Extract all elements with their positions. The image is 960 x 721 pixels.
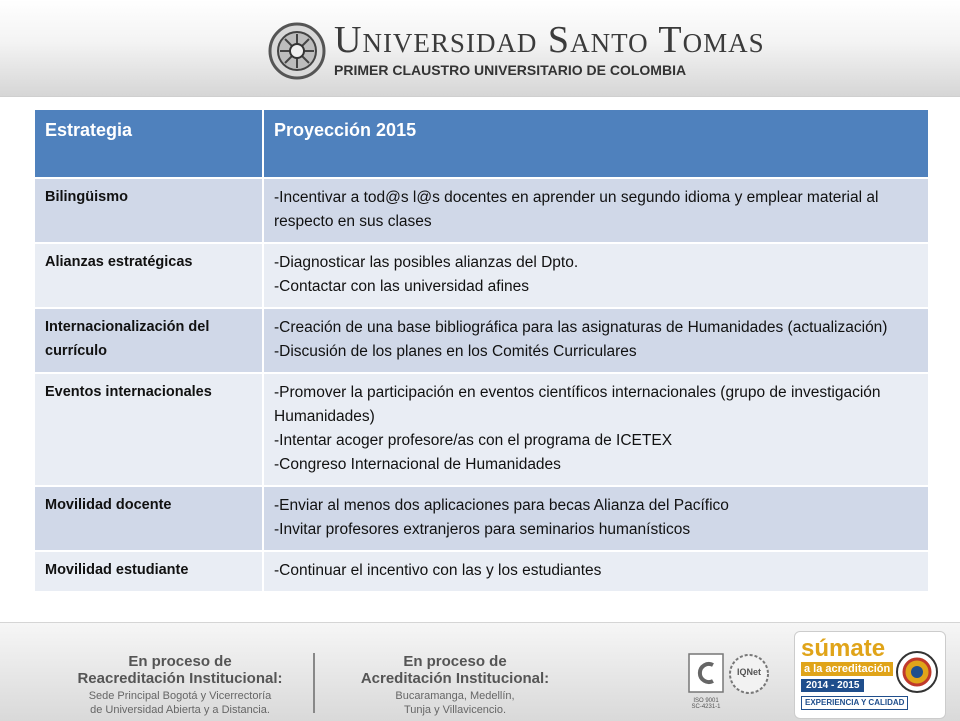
reaccreditation-heading: En proceso de Reacreditación Institucional: <box>77 653 283 687</box>
table-row <box>35 308 929 373</box>
column-header-strategy: Estrategia <box>35 110 263 178</box>
table-row <box>35 373 929 486</box>
reaccreditation-campuses: Sede Principal Bogotá y Vicerrectoría de Universidad Abierta y a Distancia. <box>88 690 272 716</box>
projection-line: -Continuar el incentivo con las y los estudiantes <box>274 562 602 579</box>
projection-line: -Invitar profesores extranjeros para seminarios humanísticos <box>274 521 691 538</box>
strategy-cell: Movilidad estudiante <box>35 551 263 591</box>
strategy-cell: Eventos internacionales <box>35 373 263 486</box>
university-title: Universidad Santo Tomas <box>334 19 765 61</box>
table-row <box>35 178 929 243</box>
projection-cell <box>263 243 929 308</box>
university-subtitle: PRIMER CLAUSTRO UNIVERSITARIO DE COLOMBIA <box>334 62 687 78</box>
iso-certification-badge <box>688 653 724 717</box>
projection-cell <box>263 486 929 551</box>
projection-line: -Incentivar a tod@s l@s docentes en aprender un segundo idioma y emplear material al respecto en sus clases <box>274 189 879 230</box>
projection-line: -Diagnosticar las posibles alianzas del Dpto. <box>274 254 579 271</box>
projection-cell <box>263 178 929 243</box>
iqnet-badge <box>728 653 770 703</box>
projection-line: -Enviar al menos dos aplicaciones para becas Alianza del Pacífico <box>274 497 729 514</box>
table-header-row <box>35 110 929 178</box>
university-seal-icon <box>268 22 326 80</box>
table-row <box>35 486 929 551</box>
projection-cell <box>263 373 929 486</box>
sumate-years: 2014 - 2015 <box>801 679 864 692</box>
iso-label: ISO 9001 <box>693 698 719 704</box>
accreditation-seal-icon <box>895 650 939 694</box>
projection-line: -Promover la participación en eventos científicos internacionales (grupo de investigación Humanidades) <box>274 384 881 425</box>
projection-line: -Creación de una base bibliográfica para las asignaturas de Humanidades (actualización) <box>274 319 888 336</box>
sumate-title: súmate <box>801 635 886 662</box>
projection-cell <box>263 551 929 591</box>
footer-divider <box>313 653 315 713</box>
accreditation-campuses: Bucaramanga, Medellín, Tunja y Villavicencio. <box>395 690 515 716</box>
projection-line: -Discusión de los planes en los Comités Curriculares <box>274 343 637 360</box>
strategy-cell: Alianzas estratégicas <box>35 243 263 308</box>
sumate-subtitle: a la acreditación <box>801 662 893 676</box>
projection-line: -Contactar con las universidad afines <box>274 278 530 295</box>
strategy-table <box>35 110 929 591</box>
strategy-cell: Bilingüismo <box>35 178 263 243</box>
accreditation-heading: En proceso de Acreditación Institucional: <box>360 653 550 687</box>
sumate-tagline: EXPERIENCIA Y CALIDAD <box>801 696 908 710</box>
strategy-cell: Internacionalización del currículo <box>35 308 263 373</box>
strategy-cell: Movilidad docente <box>35 486 263 551</box>
projection-line: -Congreso Internacional de Humanidades <box>274 456 561 473</box>
column-header-projection: Proyección 2015 <box>263 110 929 178</box>
accreditation-footer <box>0 622 960 721</box>
table-row <box>35 551 929 591</box>
projection-line: -Intentar acoger profesore/as con el programa de ICETEX <box>274 432 673 449</box>
university-header <box>0 0 960 97</box>
iso-code: SC-4231-1 <box>691 704 721 710</box>
iqnet-label: IQNet <box>736 667 761 677</box>
projection-cell <box>263 308 929 373</box>
table-row <box>35 243 929 308</box>
sumate-accreditation-badge <box>794 631 946 719</box>
icontec-logo-icon <box>688 653 724 693</box>
